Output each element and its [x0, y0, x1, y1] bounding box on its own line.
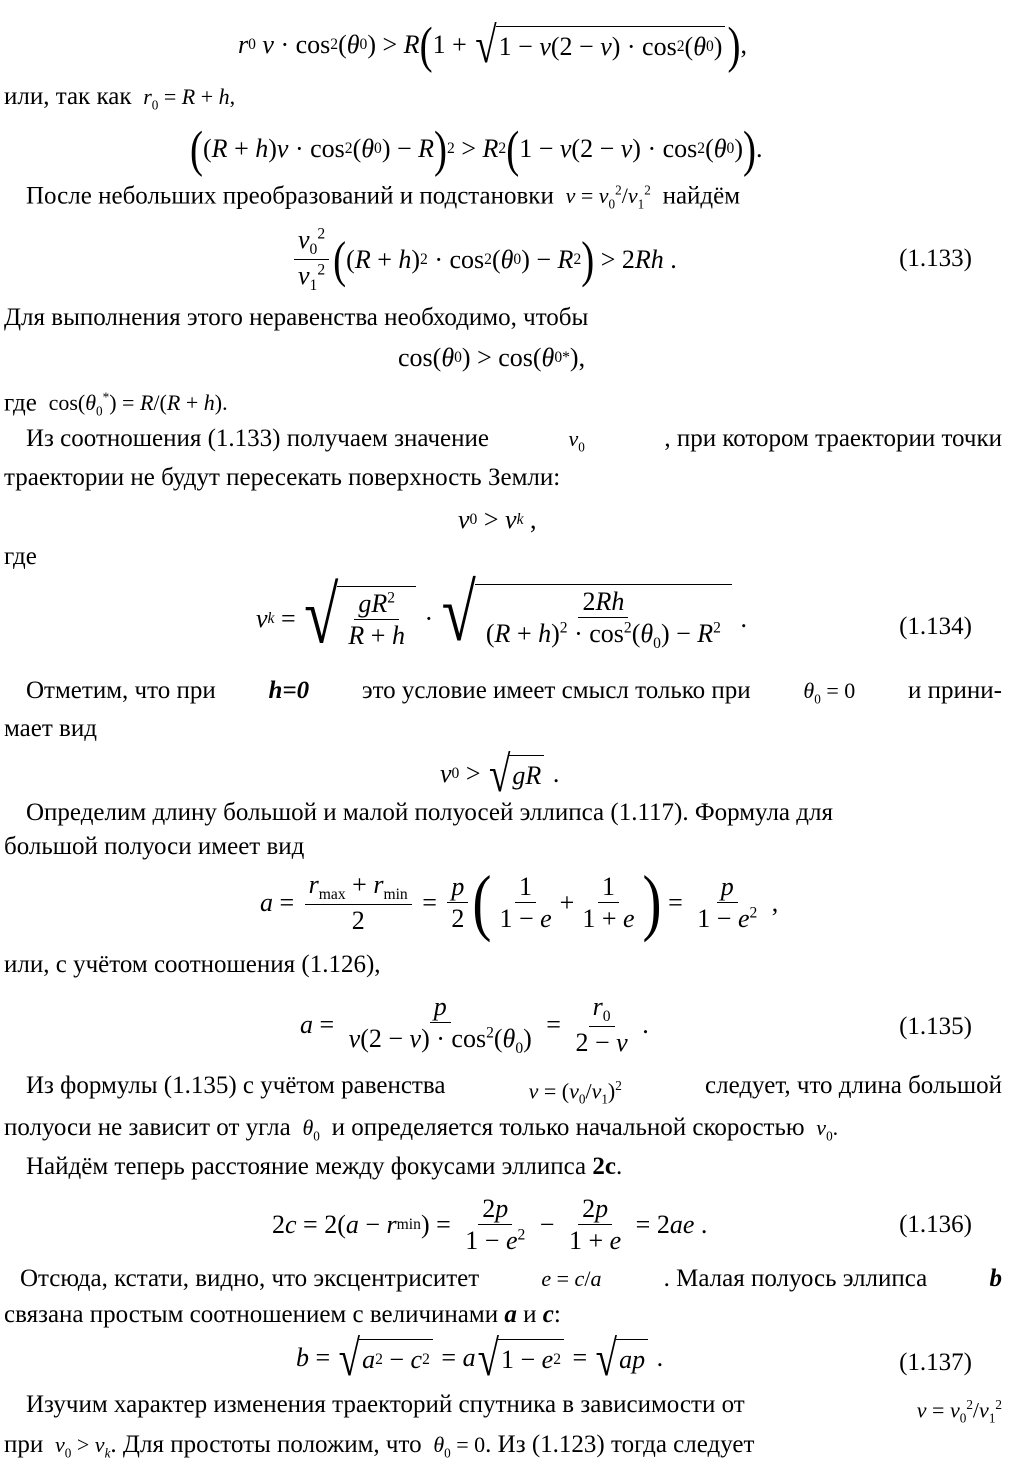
- paragraph-text: связана простым соотношением с величинами: [4, 1301, 499, 1328]
- text-line: [4, 714, 97, 744]
- inline-formula: $\theta_0$: [302, 1115, 320, 1144]
- paragraph-text: это условие имеет смысл только при: [361, 677, 751, 704]
- paragraph-text: при: [4, 1431, 44, 1458]
- paragraph-text: . Из (1.123) тогда следует: [485, 1431, 755, 1458]
- paragraph-text: . Для простоты положим, что: [110, 1431, 422, 1458]
- paragraph-text: где: [4, 543, 37, 570]
- paragraph-text: Для выполнения этого неравенства необходимо, чтобы: [4, 304, 589, 331]
- equation-v0-gt-vk: v 0 > v k ,: [458, 505, 537, 534]
- text-line: [26, 798, 1002, 828]
- text-line: [26, 1071, 1002, 1115]
- equation-1-134: v k = √ $gR^2$ R + h · √ 2Rh $(R + h)^2 \cdot \cos^2(\theta_0) - R^2$ .: [256, 568, 747, 662]
- equation-number: (1.136): [899, 1211, 972, 1238]
- text-line: [4, 950, 381, 980]
- text-line: [4, 82, 235, 120]
- paragraph-text: Из соотношения (1.133) получаем значение: [26, 425, 489, 452]
- equation-1-136: 2 c = 2( a − r min ) = 2p $1 - e^2$ − 2p 1 + e = 2 ae .: [272, 1193, 708, 1255]
- inline-formula: $\theta_0 = 0$: [433, 1432, 486, 1461]
- equation-inequality-r0: r 0 v · cos 2 ( θ 0 ) > R ( 1 + √ 1 − v (2 − v ) · cos 2 ( θ 0 ) ) ,: [238, 17, 747, 73]
- paragraph-text: или, с учётом соотношения (1.126),: [4, 951, 381, 978]
- inline-formula: $v_0 > v_k$: [55, 1432, 111, 1461]
- paragraph-text: найдём: [662, 182, 741, 210]
- inline-formula: $v = v_0^2/v_1^2$: [916, 1397, 1002, 1426]
- text-line: [4, 1113, 838, 1151]
- equation-v0-sqrt-gR: v 0 > √ gR .: [440, 746, 560, 802]
- paragraph-text: Из формулы (1.135) с учётом равенства: [26, 1072, 446, 1099]
- paragraph-text: где: [4, 389, 37, 417]
- text-line: связана простым соотношением с величинами a и c:: [4, 1301, 561, 1328]
- paragraph-text: и прини-: [908, 677, 1002, 704]
- equation-semi-major-axis: a = $r_{max} + r_{min}$ 2 = p 2 ( 1 1 − e + 1 1 + e ) = p $1 - e^2$ ,: [260, 861, 779, 944]
- inline-formula: $v_0$.: [816, 1115, 839, 1144]
- text-line: [4, 383, 228, 427]
- emphasis-text: 2c: [592, 1153, 617, 1180]
- paragraph-text: . Малая полуось эллипса: [663, 1265, 928, 1292]
- text-line: [4, 303, 588, 333]
- equation-number: (1.133): [899, 245, 972, 272]
- inline-formula: $\cos(\theta_0^*) = R/(R + h)$.: [43, 390, 228, 419]
- text-line: [4, 1430, 754, 1468]
- equation-cos-condition: cos( θ 0 ) > cos( θ 0 * ),: [398, 343, 586, 372]
- paragraph-text: После небольших преобразований и подстановки: [26, 182, 554, 210]
- paragraph-text: мает вид: [4, 715, 97, 742]
- paragraph-text: Определим длину большой и малой полуосей эллипса (1.117). Формула для: [26, 799, 833, 826]
- paragraph-text: Изучим характер изменения траекторий спутника в зависимости от: [26, 1391, 745, 1418]
- paragraph-text: следует, что длина большой: [705, 1072, 1002, 1099]
- inline-formula: $v = v_0^2/v_1^2$: [565, 183, 651, 212]
- paragraph-text: полуоси не зависит от угла: [4, 1114, 291, 1141]
- inline-formula: $v = (v_0/v_1)^2$: [528, 1078, 622, 1107]
- paragraph-text: , при котором траектории точки: [664, 425, 1002, 452]
- equation-1-133: $v_0^2$ $v_1^2$ ( ( R + h ) 2 · cos 2 ( θ 0 ) − R 2 ) > 2 Rh .: [290, 222, 677, 298]
- equation-number: (1.135): [899, 1013, 972, 1040]
- equation-number: (1.134): [899, 613, 972, 640]
- text-line: [26, 176, 740, 220]
- text-line: [26, 676, 1002, 714]
- paragraph-text: и: [523, 1301, 537, 1328]
- paragraph-text: Отметим, что при: [26, 677, 216, 704]
- equation-1-135: a = p $v(2 - v) \cdot \cos^2(\theta_0)$ = $r_0$ 2 − v .: [300, 991, 649, 1057]
- equation-squared-inequality: ( ( R + h ) v · cos 2 ( θ 0 ) − R ) 2 > R 2 ( 1 − v (2 − v ) · cos 2 ( θ 0 ) ) .: [190, 121, 763, 177]
- inline-formula: e = c/a: [541, 1266, 602, 1291]
- inline-formula: $r_0 = R + h$,: [143, 84, 236, 113]
- text-line: [26, 1390, 1002, 1434]
- text-line: [26, 424, 1002, 462]
- text-line: [4, 463, 560, 493]
- paragraph-text: большой полуоси имеет вид: [4, 833, 305, 860]
- inline-formula: $\theta_0 = 0$: [803, 678, 856, 707]
- paragraph-text: или, так как: [4, 83, 132, 110]
- text-line: [4, 542, 37, 572]
- text-line: Отсюда, кстати, видно, что эксцентриситет e = c/a . Малая полуось эллипса b: [20, 1265, 1002, 1292]
- emphasis-text: h=0: [268, 677, 310, 704]
- text-line: [4, 832, 304, 862]
- text-line: Найдём теперь расстояние между фокусами эллипса 2c.: [26, 1153, 623, 1180]
- equation-number: (1.137): [899, 1349, 972, 1376]
- inline-formula: $v_0$: [568, 426, 585, 455]
- paragraph-text: Найдём теперь расстояние между фокусами эллипса: [26, 1153, 587, 1180]
- paragraph-text: траектории не будут пересекать поверхность Земли:: [4, 464, 561, 491]
- paragraph-text: и определяется только начальной скоростью: [331, 1114, 805, 1141]
- paragraph-text: Отсюда, кстати, видно, что эксцентриситет: [20, 1265, 480, 1292]
- equation-1-137: b = √ a 2 − c 2 = a √ 1 − e 2 = √ ap .: [296, 1330, 664, 1386]
